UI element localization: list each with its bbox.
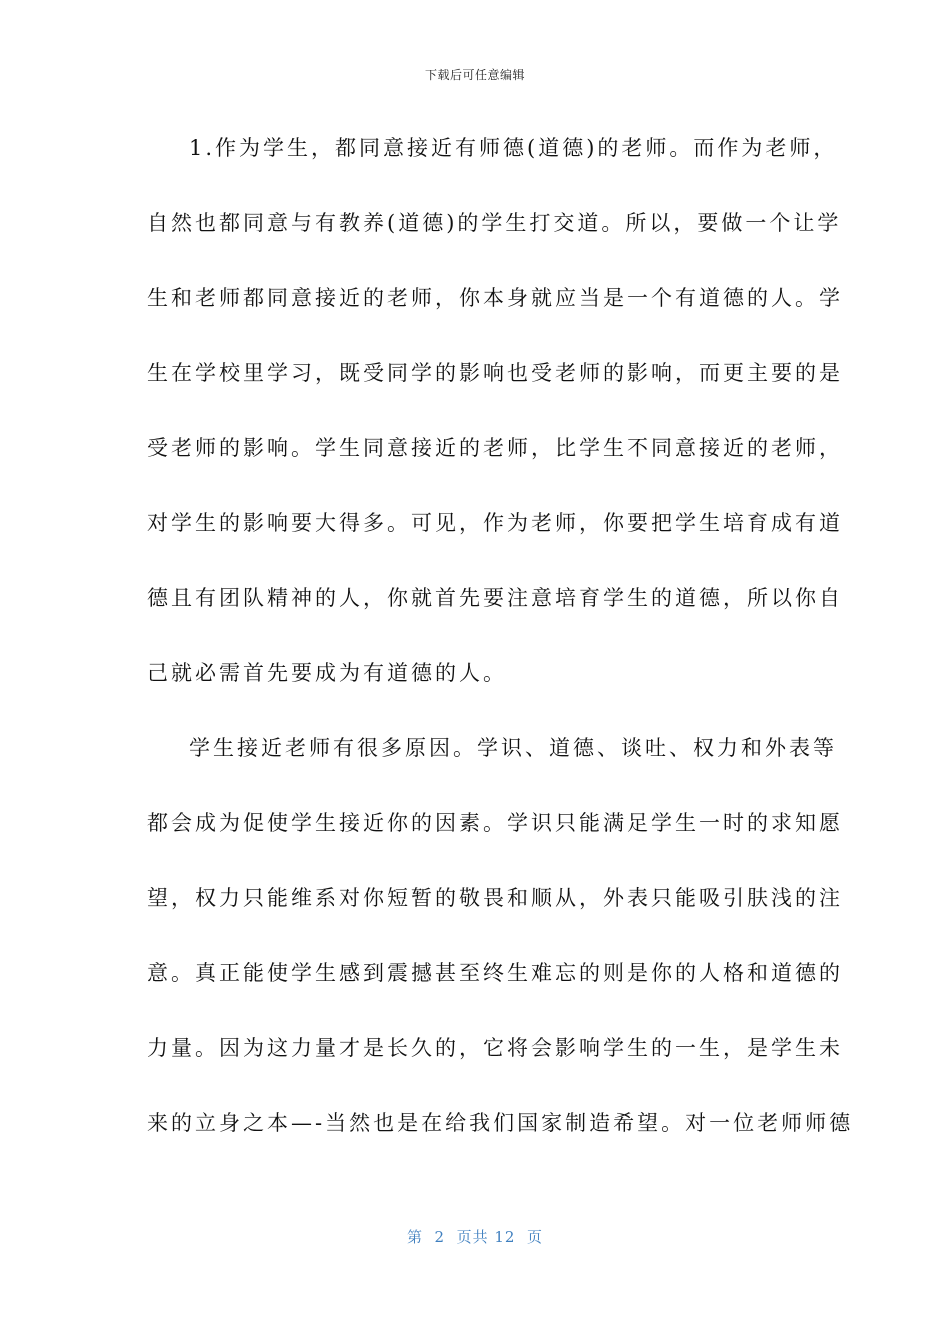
paragraph-line: 受老师的影响。学生同意接近的老师，比学生不同意接近的老师， bbox=[147, 436, 843, 460]
paragraph-line: 对学生的影响要大得多。可见，作为老师，你要把学生培育成有道 bbox=[147, 511, 843, 535]
page-header: 下载后可任意编辑 bbox=[424, 68, 525, 82]
paragraph-line: 都会成为促使学生接近你的因素。学识只能满足学生一时的求知愿 bbox=[147, 811, 843, 835]
page-number-footer: 第 2 页共 12 页 bbox=[406, 1228, 543, 1246]
document-body bbox=[147, 118, 854, 1168]
paragraph-line: 生和老师都同意接近的老师，你本身就应当是一个有道德的人。学 bbox=[147, 286, 843, 310]
paragraph-line: 己就必需首先要成为有道德的人。 bbox=[147, 661, 507, 685]
paragraph-line: 德且有团队精神的人，你就首先要注意培育学生的道德，所以你自 bbox=[147, 586, 843, 610]
paragraph-line: 1.作为学生，都同意接近有师德(道德)的老师。而作为老师， bbox=[189, 136, 838, 160]
paragraph-line: 来的立身之本—-当然也是在给我们国家制造希望。对一位老师师德 bbox=[147, 1111, 854, 1135]
paragraph-line: 力量。因为这力量才是长久的，它将会影响学生的一生，是学生未 bbox=[147, 1036, 843, 1060]
paragraph-line: 学生接近老师有很多原因。学识、道德、谈吐、权力和外表等 bbox=[189, 736, 837, 760]
paragraph-line: 意。真正能使学生感到震撼甚至终生难忘的则是你的人格和道德的 bbox=[147, 961, 843, 985]
paragraph-line: 望，权力只能维系对你短暂的敬畏和顺从，外表只能吸引肤浅的注 bbox=[147, 886, 843, 910]
paragraph-line: 自然也都同意与有教养(道德)的学生打交道。所以，要做一个让学 bbox=[147, 211, 842, 235]
paragraph-line: 生在学校里学习，既受同学的影响也受老师的影响，而更主要的是 bbox=[147, 361, 843, 385]
